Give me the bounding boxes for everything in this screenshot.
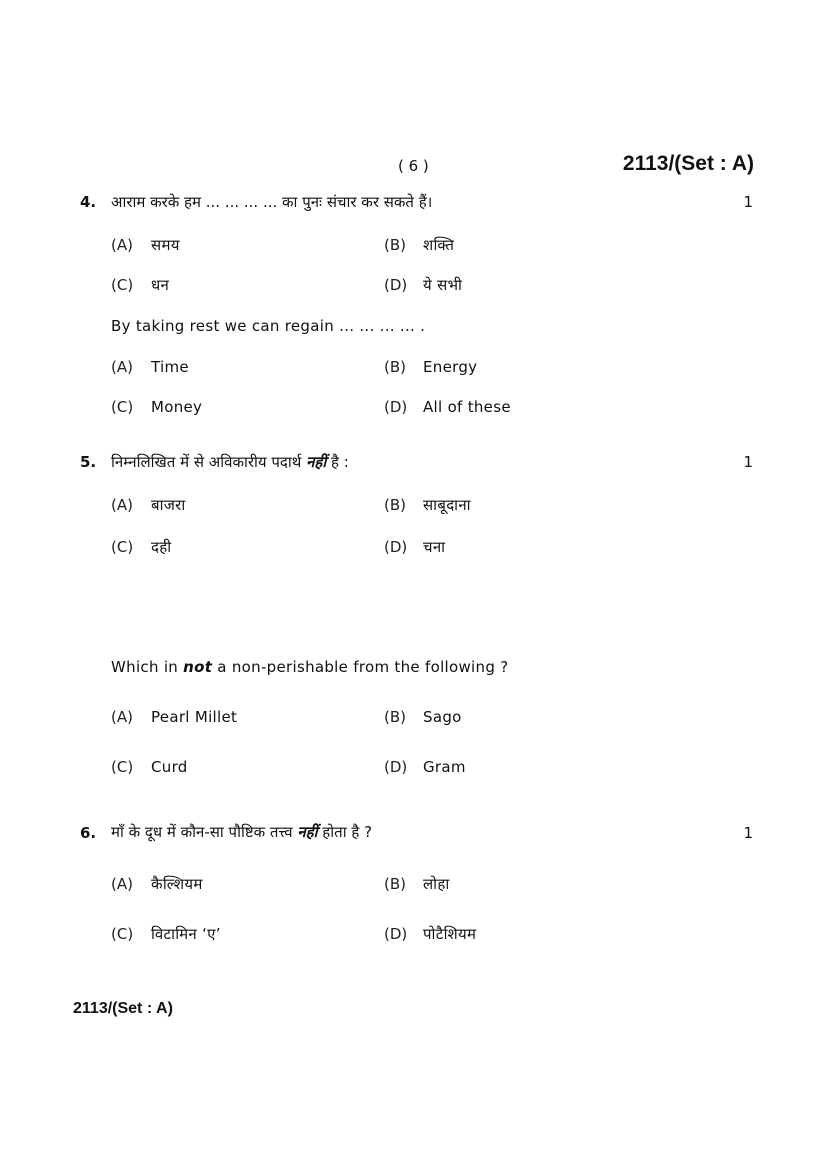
text-part: माँ के दूध में कौन-सा पौष्टिक तत्त्व (111, 823, 298, 841)
option-label-a: (A) (111, 358, 133, 376)
option-d-english: All of these (423, 398, 511, 416)
text-part: a non-perishable from the following ? (212, 658, 509, 676)
question-marks: 1 (743, 453, 753, 471)
option-c-hindi: धन (151, 276, 170, 294)
option-a-english: Time (151, 358, 189, 376)
option-b-english: Sago (423, 708, 462, 726)
question-text-hindi (111, 822, 372, 842)
emphasis-word: नहीं (306, 453, 327, 471)
question-number: 6. (80, 824, 97, 842)
option-d-english: Gram (423, 758, 466, 776)
page-number: ( 6 ) (398, 157, 429, 175)
option-d-hindi: चना (423, 538, 446, 556)
option-c-english: Money (151, 398, 203, 416)
option-label-d: (D) (384, 398, 408, 416)
text-part: है : (326, 453, 349, 471)
option-label-b: (B) (384, 496, 406, 514)
option-label-c: (C) (111, 925, 134, 943)
question-text-hindi (111, 452, 349, 472)
option-label-d: (D) (384, 276, 408, 294)
option-a-hindi: कैल्शियम (151, 875, 203, 893)
question-text-english: By taking rest we can regain ... ... ... ... . (111, 317, 426, 335)
option-a-hindi: बाजरा (151, 496, 186, 514)
question-number: 5. (80, 453, 97, 471)
option-label-a: (A) (111, 708, 133, 726)
option-label-b: (B) (384, 875, 406, 893)
question-marks: 1 (743, 824, 753, 842)
paper-code-footer: 2113/(Set : A) (73, 1000, 173, 1017)
emphasis-word: not (183, 658, 213, 676)
option-d-hindi: ये सभी (423, 276, 463, 294)
option-a-hindi: समय (151, 236, 180, 254)
option-label-c: (C) (111, 398, 134, 416)
option-b-hindi: साबूदाना (423, 496, 471, 514)
option-label-a: (A) (111, 496, 133, 514)
emphasis-word: नहीं (297, 823, 318, 841)
option-b-hindi: लोहा (423, 875, 450, 893)
option-label-b: (B) (384, 236, 406, 254)
paper-code-header: 2113/(Set : A) (622, 152, 754, 175)
option-b-hindi: शक्ति (423, 236, 455, 254)
option-label-c: (C) (111, 538, 134, 556)
question-text-hindi: आराम करके हम ... ... ... ... का पुनः संचार कर सकते हैं। (111, 193, 433, 211)
option-label-c: (C) (111, 758, 134, 776)
option-c-hindi: विटामिन ‘ए’ (151, 925, 221, 943)
option-label-d: (D) (384, 925, 408, 943)
option-label-d: (D) (384, 758, 408, 776)
option-label-b: (B) (384, 708, 406, 726)
option-label-a: (A) (111, 875, 133, 893)
option-label-b: (B) (384, 358, 406, 376)
option-label-d: (D) (384, 538, 408, 556)
question-text-english (111, 658, 508, 676)
option-d-hindi: पोटैशियम (423, 925, 477, 943)
option-a-english: Pearl Millet (151, 708, 238, 726)
question-marks: 1 (743, 193, 753, 211)
text-part: Which in (111, 658, 184, 676)
text-part: होता है ? (317, 823, 373, 841)
option-c-english: Curd (151, 758, 188, 776)
option-b-english: Energy (423, 358, 478, 376)
question-number: 4. (80, 193, 97, 211)
option-label-a: (A) (111, 236, 133, 254)
option-label-c: (C) (111, 276, 134, 294)
option-c-hindi: दही (151, 538, 172, 556)
text-part: निम्नलिखित में से अविकारीय पदार्थ (111, 453, 307, 471)
